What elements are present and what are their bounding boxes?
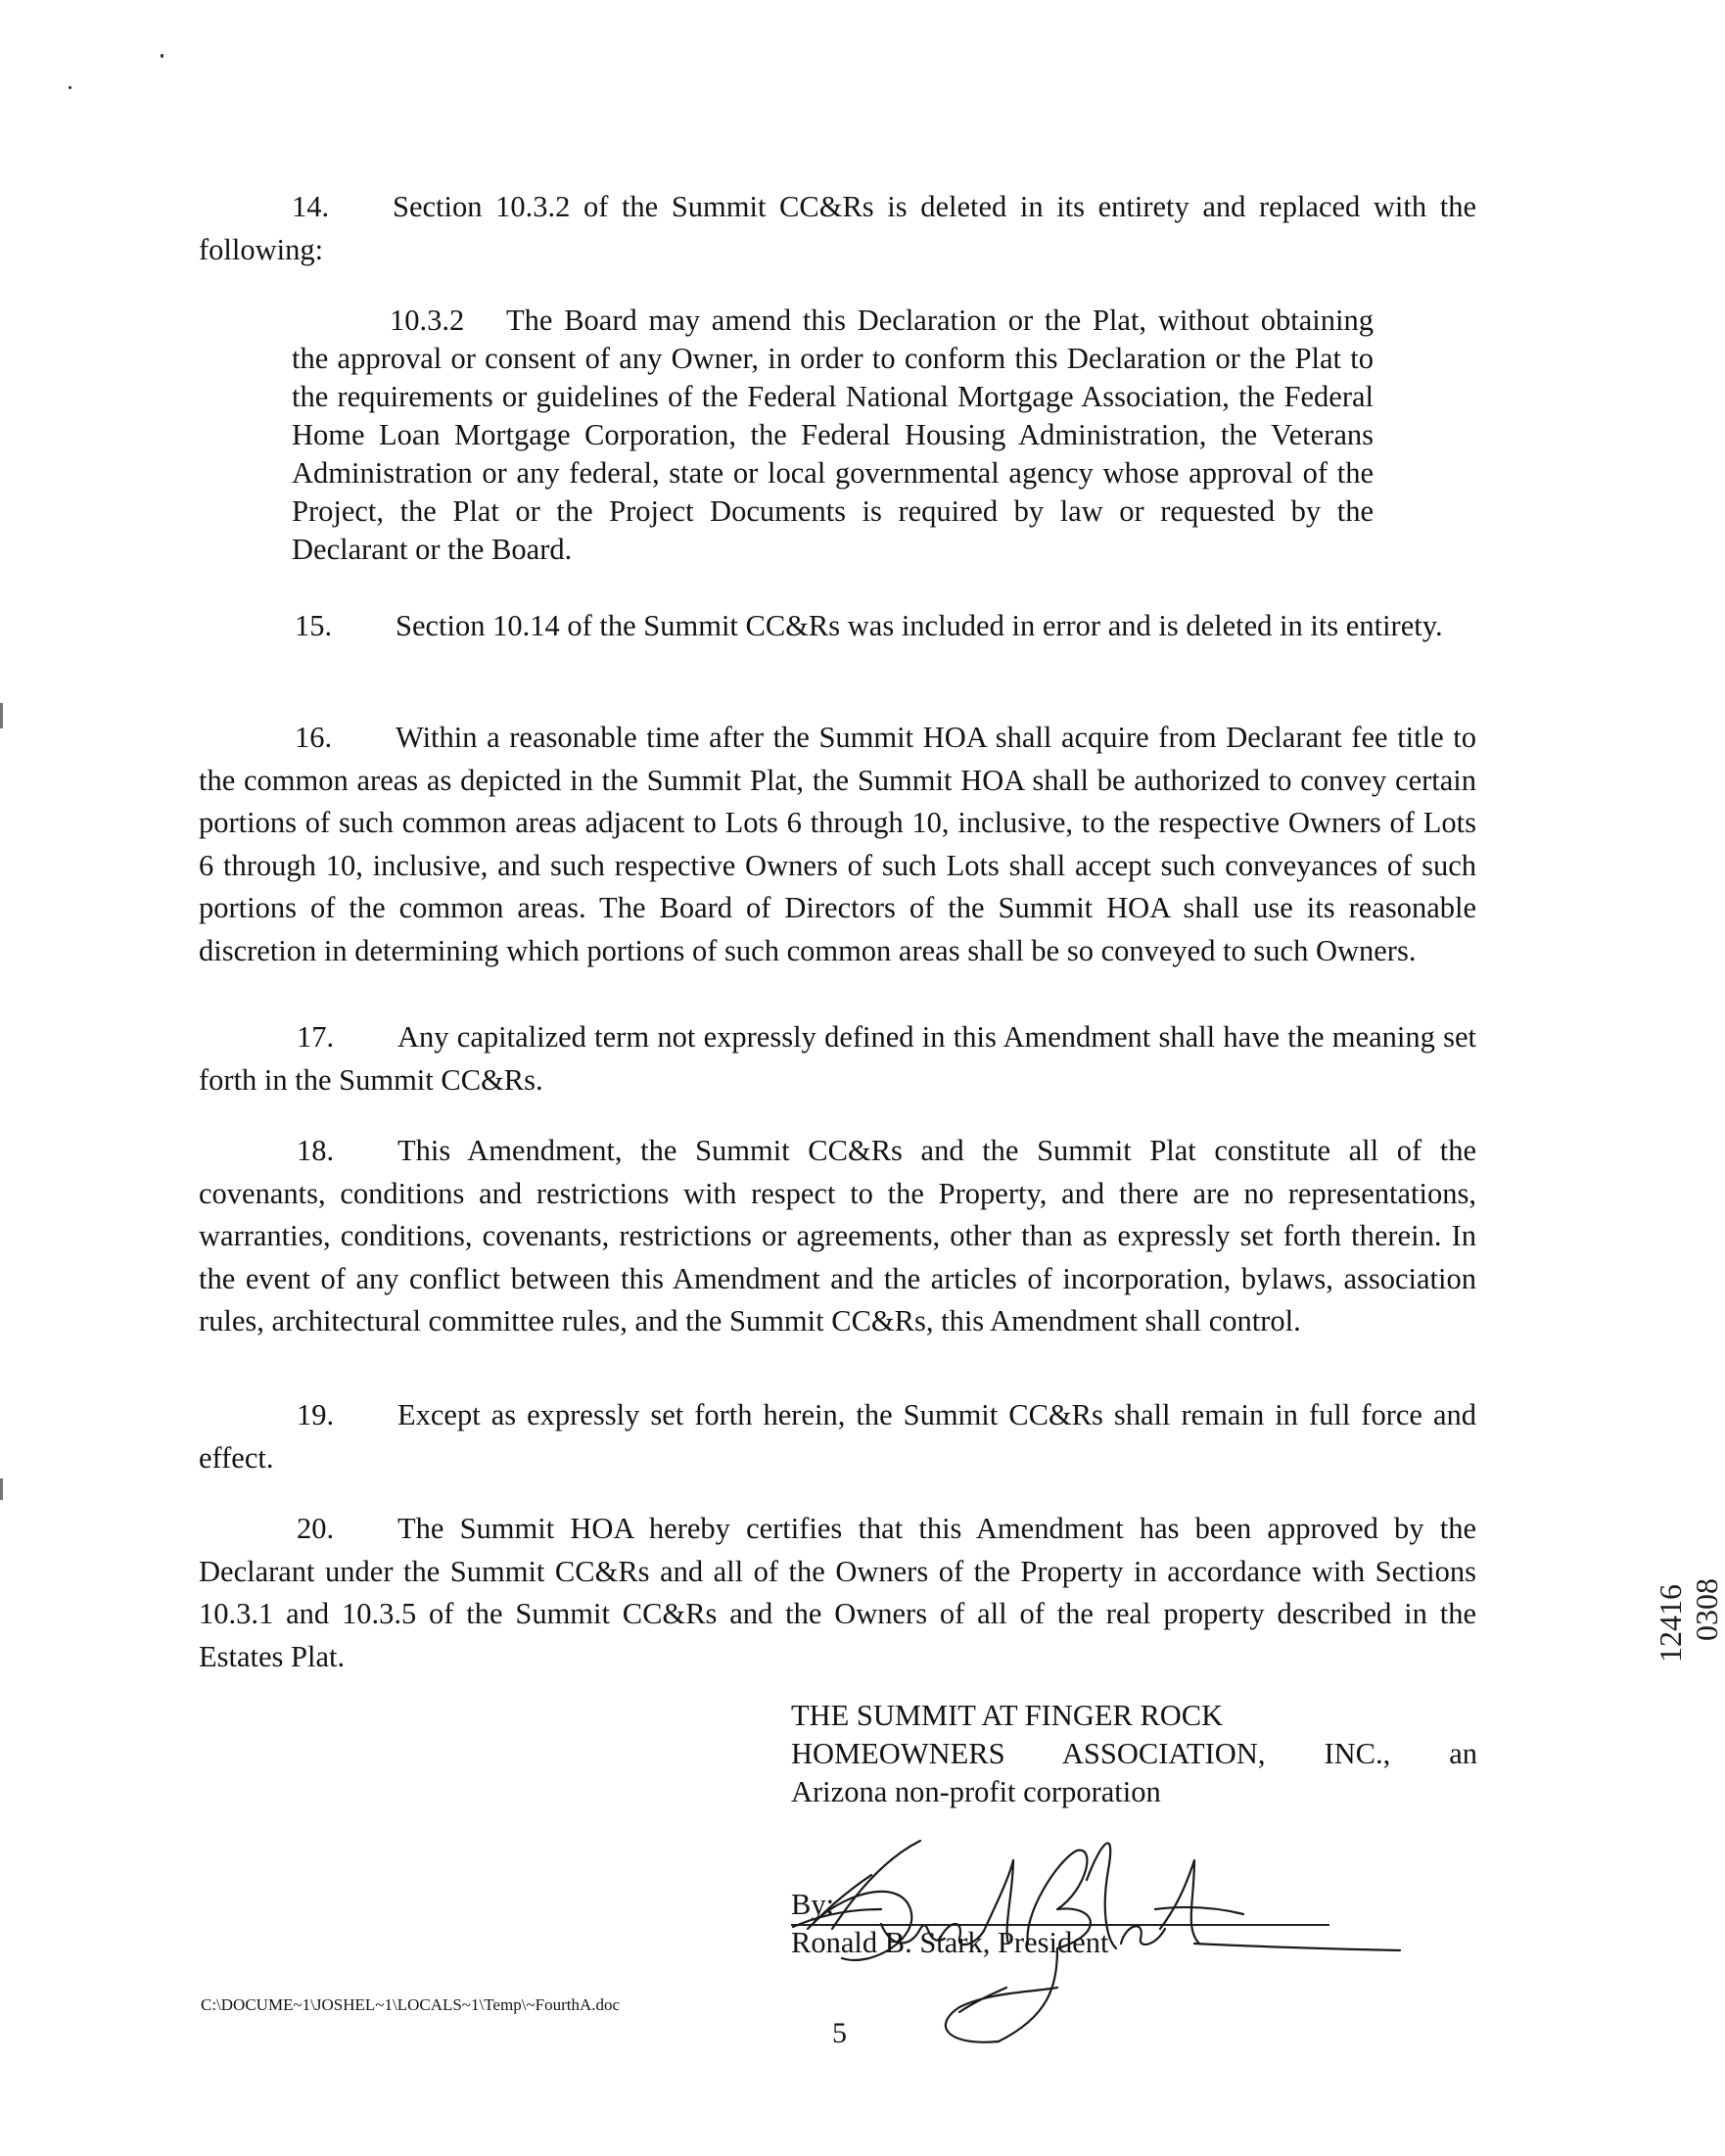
association-name-line-2: HOMEOWNERS ASSOCIATION, INC., an (791, 1737, 1477, 1770)
recording-book-number: 12416 (1653, 1584, 1688, 1663)
corporation-type: Arizona non-profit corporation (791, 1775, 1161, 1808)
paragraph-text: Any capitalized term not expressly defined in this Amendment shall have the meaning set forth in the Summit CC&Rs. (199, 1020, 1476, 1097)
paragraph-18 (199, 1130, 1476, 1343)
paragraph-text: Except as expressly set forth herein, the Summit CC&Rs shall remain in full force and effect. (199, 1398, 1476, 1475)
paragraph-number: 18. (297, 1134, 335, 1167)
by-label: By: (791, 1888, 835, 1921)
paragraph-number: 20. (297, 1512, 335, 1545)
paragraph-text: Section 10.3.2 of the Summit CC&Rs is deleted in its entirety and replaced with the following: (199, 190, 1476, 266)
paragraph-text: The Summit HOA hereby certifies that this Amendment has been approved by the Declarant under the Summit CC&Rs and all of the Owners of the Property in accordance with Sections 10.3.1 and 10.3.5 of the Summit CC&Rs and the Owners of all of the real property described in the Estates Plat. (199, 1512, 1476, 1673)
signer-name: Ronald B. Stark, President (791, 1926, 1109, 1959)
association-name-line-1: THE SUMMIT AT FINGER ROCK (791, 1699, 1224, 1732)
paragraph-14 (199, 186, 1476, 271)
signature-block (791, 1697, 1477, 1811)
paragraph-17 (199, 1016, 1476, 1101)
paragraph-number: 17. (297, 1020, 335, 1054)
paragraph-text: Section 10.14 of the Summit CC&Rs was included in error and is deleted in its entirety. (396, 609, 1443, 642)
quoted-section-10-3-2 (292, 302, 1374, 569)
paragraph-number: 16. (295, 721, 333, 754)
paragraph-text: This Amendment, the Summit CC&Rs and the Summit Plat constitute all of the covenants, conditions and restrictions with respect to the Property, and there are no representations, warranties, conditions, covenants, restrictions or agreements, other than as expressly set forth therein. In the event of any conflict between this Amendment and the articles of incorporation, bylaws, association rules, architectural committee rules, and the Summit CC&Rs, this Amendment shall control. (199, 1134, 1476, 1338)
footer-file-path: C:\DOCUME~1\JOSHEL~1\LOCALS~1\Temp\~FourthA.doc (201, 1995, 621, 2014)
paragraph-number: 15. (295, 609, 333, 642)
paragraph-16 (199, 717, 1476, 973)
scan-edge-mark (0, 1478, 3, 1500)
page-number: 5 (832, 2017, 847, 2049)
recording-stamp (1653, 1578, 1725, 1663)
paragraph-number: 14. (292, 190, 330, 223)
scan-edge-mark (0, 703, 3, 728)
paragraph-19 (199, 1394, 1476, 1479)
recording-page-number: 0308 (1689, 1578, 1724, 1641)
handwritten-signature-icon (764, 1802, 1429, 2046)
quoted-section-number: 10.3.2 (390, 304, 465, 337)
paragraph-number: 19. (297, 1398, 335, 1431)
paragraph-text: Within a reasonable time after the Summit HOA shall acquire from Declarant fee title to the common areas as depicted in the Summit Plat, the Summit HOA shall be authorized to convey certain portions of such common areas adjacent to Lots 6 through 10, inclusive, to the respective Owners of Lots 6 through 10, inclusive, and such respective Owners of such Lots shall accept such conveyances of such portions of the common areas. The Board of Directors of the Summit HOA shall use its reasonable discretion in determining which portions of such common areas shall be so conveyed to such Owners. (199, 721, 1476, 967)
paragraph-20 (199, 1508, 1476, 1678)
paragraph-15 (199, 605, 1476, 648)
scan-speck (69, 86, 71, 89)
quoted-section-text: The Board may amend this Declaration or the Plat, without obtaining the approval or consent of any Owner, in order to conform this Declaration or the Plat to the requirements or guidelines of the Federal National Mortgage Association, the Federal Home Loan Mortgage Corporation, the Federal Housing Administration, the Veterans Administration or any federal, state or local governmental agency whose approval of the Project, the Plat or the Project Documents is required by law or requested by the Declarant or the Board. (292, 304, 1374, 566)
scan-speck (161, 54, 163, 58)
